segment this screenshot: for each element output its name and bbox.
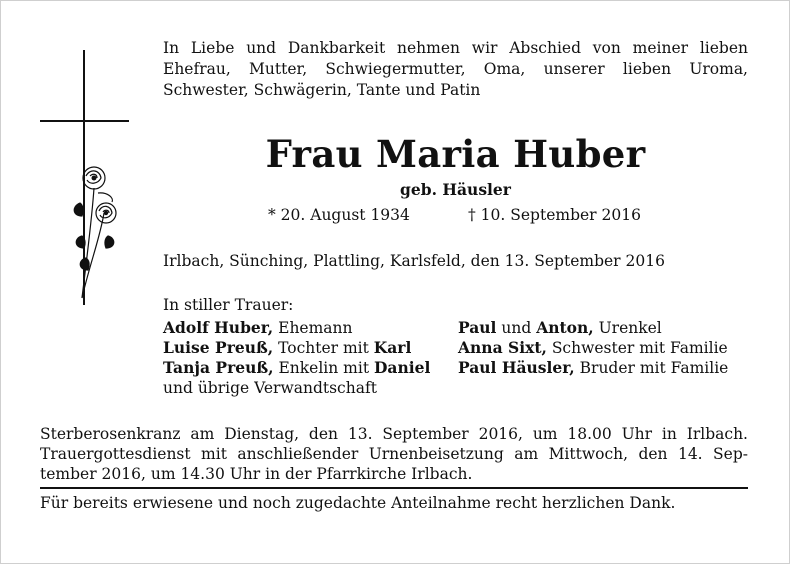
place-and-date: Irlbach, Sünching, Plattling, Karlsfeld, den 13. September 2016 [163,252,665,270]
intro-line-2: Ehefrau, Mutter, Schwiegermutter, Oma, unserer lieben Uroma, [163,60,748,78]
divider [40,487,748,489]
maiden-name: geb. Häusler [400,180,511,199]
mourners-left-column [163,318,430,398]
cross-icon-bar [40,120,129,122]
intro-text [163,38,748,101]
intro-line-3: Schwester, Schwägerin, Tante und Patin [163,81,481,99]
service-notice [40,424,748,484]
mourners-title: In stiller Trauer: [163,296,294,314]
mourner-entry: Paul Häusler, Bruder mit Familie [458,358,729,377]
mourner-entry: Tanja Preuß, Enkelin mit Daniel [163,358,431,377]
mourner-entry: und übrige Verwandtschaft [163,379,377,397]
death-date: † 10. September 2016 [468,206,641,224]
mourner-entry: Paul und Anton, Urenkel [458,318,662,337]
notice-line-3: tember 2016, um 14.30 Uhr in der Pfarrkirche Irlbach. [40,465,473,483]
intro-line-1: In Liebe und Dankbarkeit nehmen wir Abschied von meiner lieben [163,39,748,57]
mourners-right-column [458,318,728,378]
mourner-entry: Anna Sixt, Schwester mit Familie [458,338,728,357]
mourner-entry: Adolf Huber, Ehemann [163,318,353,337]
notice-line-1: Sterberosenkranz am Dienstag, den 13. September 2016, um 18.00 Uhr in Irlbach. [40,425,748,443]
deceased-name: Frau Maria Huber [265,132,646,176]
rose-icon [68,158,128,308]
birth-date: * 20. August 1934 [268,206,410,224]
mourner-entry: Luise Preuß, Tochter mit Karl [163,338,412,357]
notice-line-2: Trauergottesdienst mit anschließender Urnenbeisetzung am Mittwoch, den 14. Sep- [40,445,748,463]
thanks-text: Für bereits erwiesene und noch zugedachte Anteilnahme recht herzlichen Dank. [40,494,676,512]
